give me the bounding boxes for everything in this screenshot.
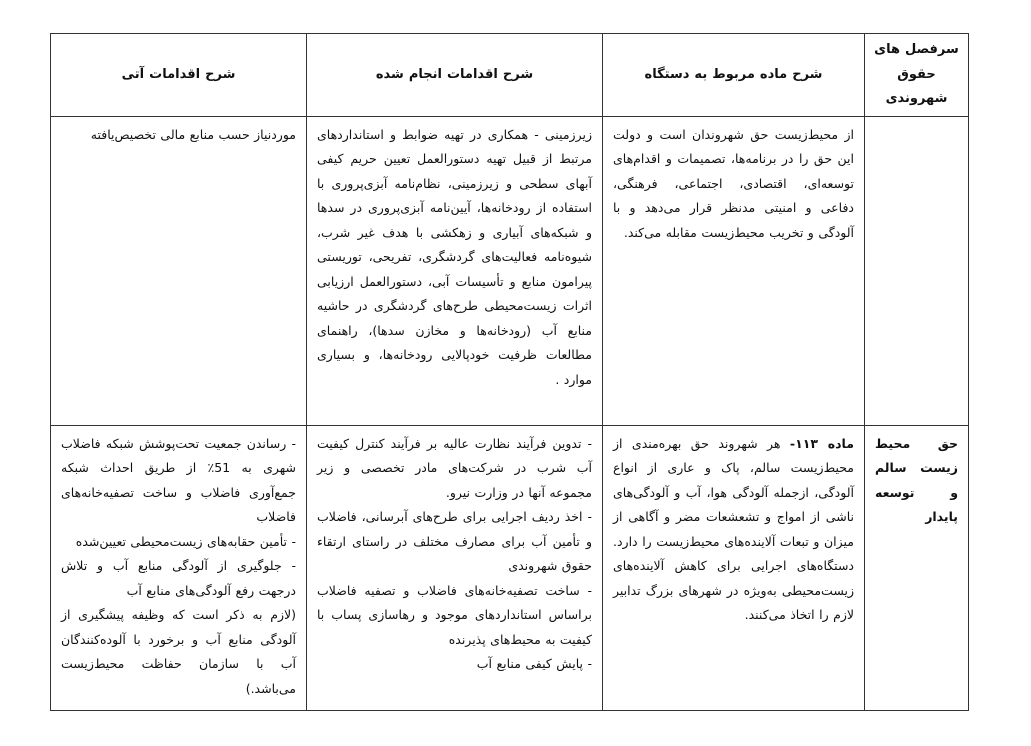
article-cell	[603, 425, 865, 710]
table-row	[51, 425, 969, 710]
section-cell	[865, 116, 969, 425]
header-future-actions: شرح اقدامات آتی	[51, 34, 307, 117]
list-item: - رساندن جمعیت تحت‌پوشش شبکه فاضلاب شهری به 51٪ از طریق احداث شبکه جمع‌آوری فاضلاب و ساخت تصفیه‌خانه‌های فاضلاب	[61, 435, 297, 524]
list-item: - اخذ ردیف اجرایی برای طرح‌های آبرسانی، فاضلاب و تأمین آب برای مصارف مختلف در راستای ارتقاء حقوق شهروندی	[317, 509, 592, 573]
list-item: (لازم به ذکر است که وظیفه پیشگیری از آلودگی منابع آب و برخورد با آلوده‌کنندگان آب با سازمان حفاظت محیط‌زیست می‌باشد.)	[61, 607, 296, 696]
header-citizen-rights-headings: سرفصل های حقوق شهروندی	[865, 34, 969, 117]
actions-done-cell: زیرزمینی - همکاری در تهیه ضوابط و استانداردهای مرتبط از قبیل تهیه دستورالعمل تعیین حریم کیفی آبهای سطحی و زیرزمینی، نظام‌نامه آبزی‌پروری با استفاده از رودخانه‌ها، آیین‌نامه آبزی‌پروری در سدها و شبکه‌های آبیاری و زهکشی با هدف غیر شرب، شیوه‌نامه فعالیت‌های گردشگری، تفریحی، توریستی پیرامون منابع و تأسیسات آبی، دستورالعمل ارزیابی اثرات زیست‌محیطی طرح‌های گردشگری در حاشیه منابع آب (رودخانه‌ها و مخازن سدها)، راهنمای مطالعات ظرفیت خودپالایی رودخانه‌ها، و بسیاری موارد .	[307, 116, 603, 425]
article-text-cell: از محیط‌زیست حق شهروندان است و دولت این حق را در برنامه‌ها، تصمیمات و اقدام‌های توسعه‌ای، اقتصادی، اجتماعی، فرهنگی، دفاعی و امنیتی مدنظر قرار می‌دهد و با آلودگی و تخریب محیط‌زیست مقابله می‌کند.	[603, 116, 865, 425]
article-label: ماده ۱۱۳-	[789, 435, 854, 451]
article-text: هر شهروند حق بهره‌مندی از محیط‌زیست سالم، پاک و عاری از انواع آلودگی، ازجمله آلودگی هوا، آب و آلودگی‌های ناشی از امواج و تشعشعات مضر و آگاهی از میزان و تبعات آلاینده‌های محیط‌زیست را دارد. دستگاه‌های اجرایی برای کاهش آلاینده‌های زیست‌محیطی به‌ویژه در شهرهای بزرگ تدابیر لازم را اتخاذ می‌کنند.	[613, 435, 854, 622]
future-actions-cell	[51, 425, 307, 710]
table-row	[51, 116, 969, 425]
list-item: - پایش کیفی منابع آب	[476, 656, 592, 671]
future-actions-cell: موردنیاز حسب منابع مالی تخصیص‌یافته	[51, 116, 307, 425]
list-item: - تدوین فرآیند نظارت عالیه بر فرآیند کنترل کیفیت آب شرب در شرکت‌های مادر تخصصی و زیر مجموعه آنها در وزارت نیرو.	[317, 435, 592, 500]
list-item: - ساخت تصفیه‌خانه‌های فاضلاب و تصفیه فاضلاب براساس استانداردهای موجود و رهاسازی پساب با کیفیت به محیط‌های پذیرنده	[317, 582, 592, 647]
list-item: - جلوگیری از آلودگی منابع آب و تلاش درجهت رفع آلودگی‌های منابع آب	[61, 558, 296, 598]
header-article-description: شرح ماده مربوط به دستگاه	[603, 34, 865, 117]
actions-done-cell	[307, 425, 603, 710]
header-row	[51, 34, 969, 117]
citizen-rights-table	[50, 33, 969, 711]
header-actions-done: شرح اقدامات انجام شده	[307, 34, 603, 117]
list-item: - تأمین حقابه‌های زیست‌محیطی تعیین‌شده	[75, 533, 296, 549]
section-cell: حق محیط زیست سالم و توسعه پایدار	[865, 425, 969, 710]
